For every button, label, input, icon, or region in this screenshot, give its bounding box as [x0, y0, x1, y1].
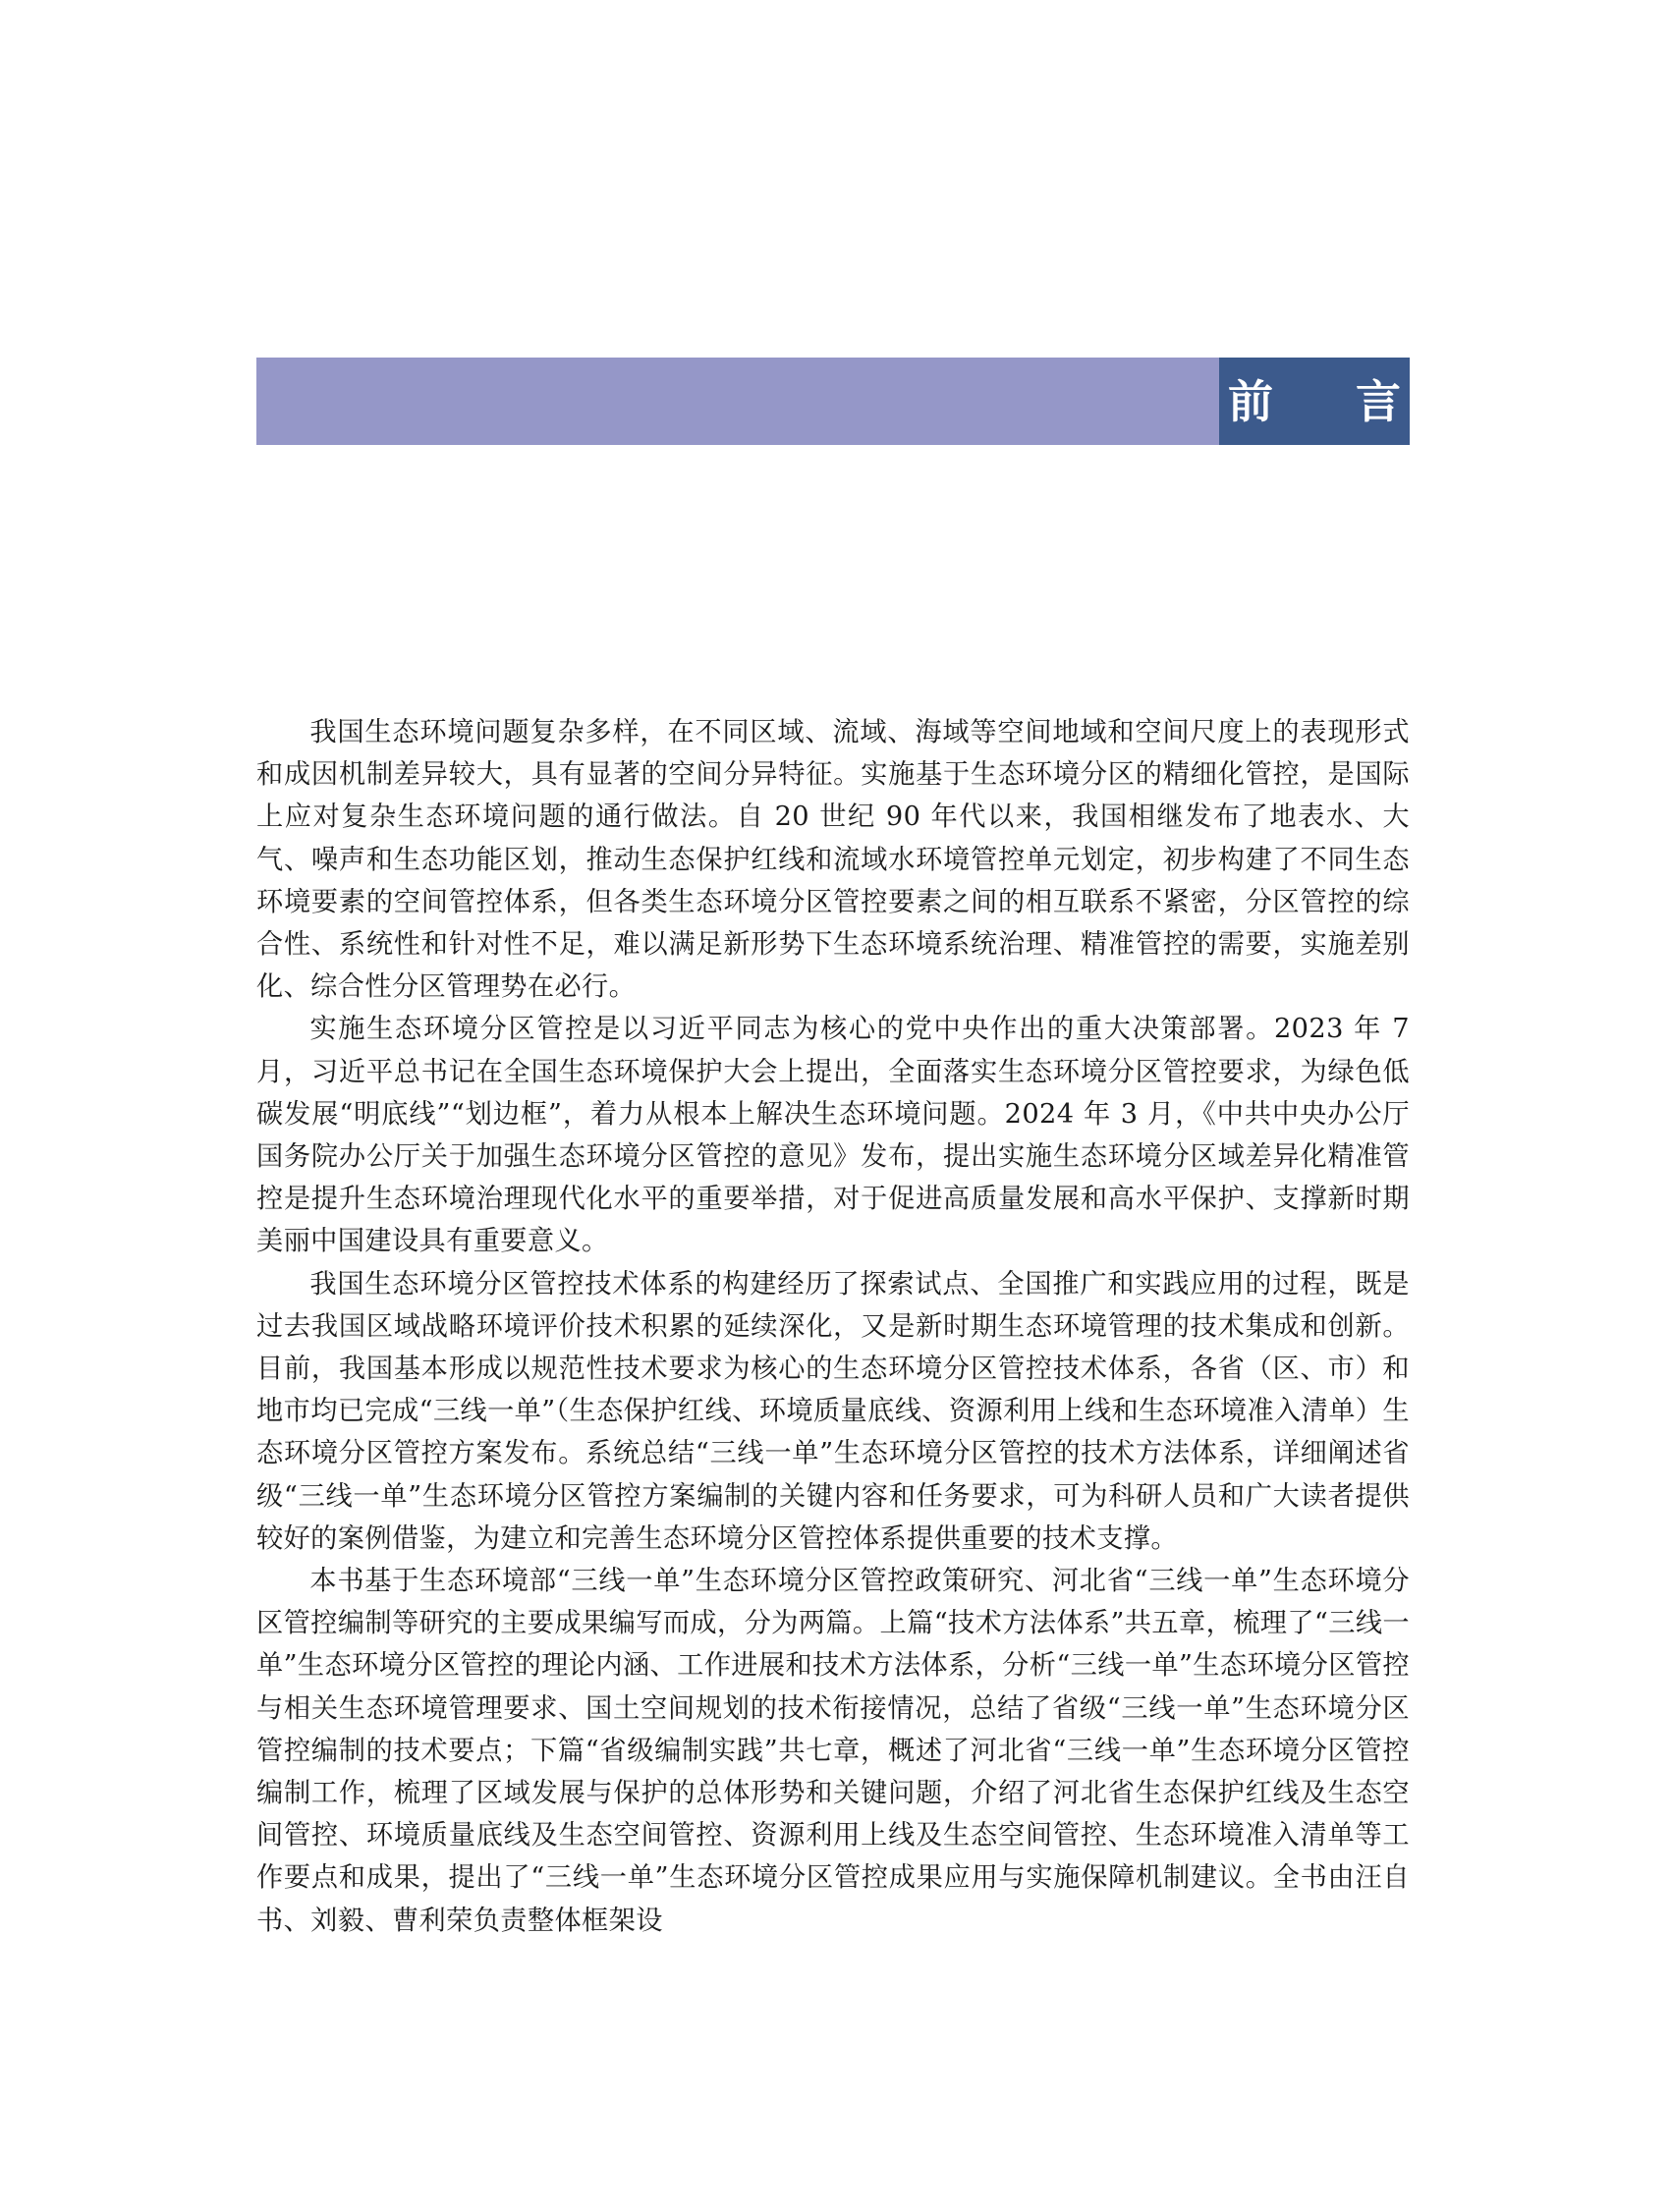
page-title: 前 言 — [1227, 374, 1434, 428]
paragraph: 实施生态环境分区管控是以习近平同志为核心的党中央作出的重大决策部署。2023 年 7 月，习近平总书记在全国生态环境保护大会上提出，全面落实生态环境分区管控要求，为绿色低碳发展“明底线”“划边框”，着力从根本上解决生态环境问题。2024 年 3 月，《中共中央办公厅 国务院办公厅关于加强生态环境分区管控的意见》发布，提出实施生态环境分区域差异化精准管控是提升生态环境治理现代化水平的重要举措，对于促进高质量发展和高水平保护、支撑新时期美丽中国建设具有重要意义。 — [256, 1014, 1437, 1257]
paragraph: 我国生态环境分区管控技术体系的构建经历了探索试点、全国推广和实践应用的过程，既是过去我国区域战略环境评价技术积累的延续深化，又是新时期生态环境管理的技术集成和创新。目前，我国基本形成以规范性技术要求为核心的生态环境分区管控技术体系，各省（区、市）和地市均已完成“三线一单”（生态保护红线、环境质量底线、资源利用上线和生态环境准入清单）生态环境分区管控方案发布。系统总结“三线一单”生态环境分区管控的技术方法体系，详细阐述省级“三线一单”生态环境分区管控方案编制的关键内容和任务要求，可为科研人员和广大读者提供较好的案例借鉴，为建立和完善生态环境分区管控体系提供重要的技术支撑。 — [256, 1268, 1410, 1554]
body-text — [256, 711, 1437, 1942]
title-box — [1219, 358, 1434, 445]
paragraph: 我国生态环境问题复杂多样，在不同区域、流域、海域等空间地域和空间尺度上的表现形式和成因机制差异较大，具有显著的空间分异特征。实施基于生态环境分区的精细化管控，是国际上应对复杂生态环境问题的通行做法。自 20 世纪 90 年代以来，我国相继发布了地表水、大气、噪声和生态功能区划，推动生态保护红线和流域水环境管控单元划定，初步构建了不同生态环境要素的空间管控体系，但各类生态环境分区管控要素之间的相互联系不紧密，分区管控的综合性、系统性和针对性不足，难以满足新形势下生态环境系统治理、精准管控的需要，实施差别化、综合性分区管理势在必行。 — [256, 717, 1410, 1003]
paragraph: 本书基于生态环境部“三线一单”生态环境分区管控政策研究、河北省“三线一单”生态环境分区管控编制等研究的主要成果编写而成，分为两篇。上篇“技术方法体系”共五章，梳理了“三线一单”生态环境分区管控的理论内涵、工作进展和技术方法体系，分析“三线一单”生态环境分区管控与相关生态环境管理要求、国土空间规划的技术衔接情况，总结了省级“三线一单”生态环境分区管控编制的技术要点；下篇“省级编制实践”共七章，概述了河北省“三线一单”生态环境分区管控编制工作，梳理了区域发展与保护的总体形势和关键问题，介绍了河北省生态保护红线及生态空间管控、环境质量底线及生态空间管控、资源利用上线及生态空间管控、生态环境准入清单等工作要点和成果，提出了“三线一单”生态环境分区管控成果应用与实施保障机制建议。全书由汪自书、刘毅、曹利荣负责整体框架设 — [256, 1566, 1410, 1936]
title-banner — [256, 358, 1434, 445]
